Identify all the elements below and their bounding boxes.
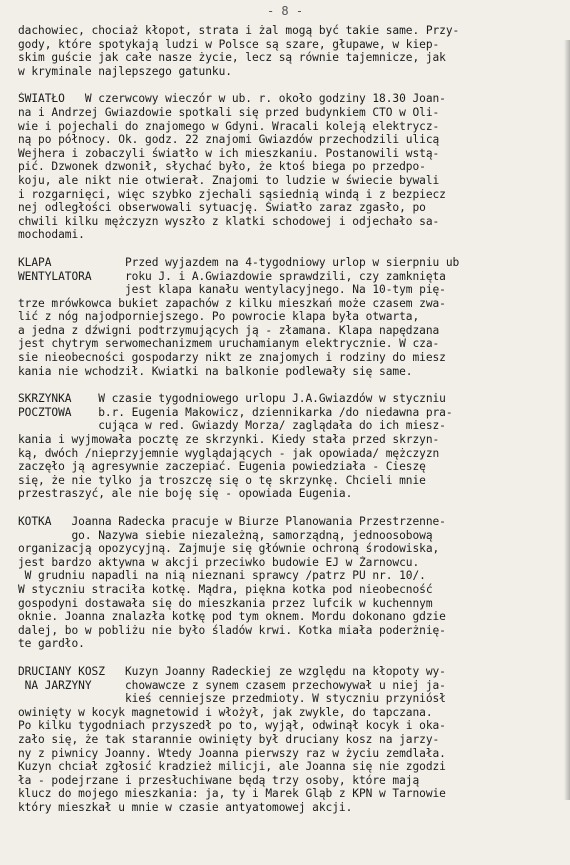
text-line: który mieszkał u mnie w czasie antyatomowej akcji. [18,800,353,814]
section-klapa-wentylatora [18,256,558,378]
text-line: organizacją opozycyjną. Zajmuje się głównie ochroną środowiska, [18,542,440,556]
text-line: kania nie wchodził. Kwiatki na balkonie podlewały się same. [18,364,413,378]
text-line: kania i wyjmowała pocztę ze skrzynki. Kiedy stała przed skrzyn- [18,433,440,447]
text-line: zaczęło ją agresywnie zaczepiać. Eugenia powiedziała - Cieszę [18,460,426,474]
text-line: pić. Dzwonek dzwonił, słychać było, że ktoś biega po przedpo- [18,160,426,174]
text-line: w kryminale najlepszego gatunku. [18,64,232,78]
text-line: WENTYLATORA roku J. i A.Gwiazdowie sprawdzili, czy zamknięta [18,269,446,283]
section-swiatlo [18,92,558,242]
text-line: owinięty w kocyk magnetowid i włożył, jak zwykle, do tapczana. [18,705,433,719]
text-line: NA JARZYNY chowawcze z synem czasem przechowywał u niej ja- [18,678,446,692]
text-line: jest bardzo aktywna w akcji przeciwko budowie EJ w Żarnowcu. [18,555,420,569]
text-line: wie i pojechali do znajomego w Gdyni. Wracali koleją elektrycz- [18,119,440,133]
text-line: zało się, że tak starannie owinięty był druciany kosz na jarzy- [18,732,440,746]
text-line: a jedna z dźwigni podtrzymujących ją - złamana. Klapa napędzana [18,323,440,337]
text-line: ła - podejrzane i przesłuchiwane będą trzy osoby, które mają [18,773,420,787]
text-line: nej odległości obserwowali sytuację. Światło zaraz zgasło, po [18,201,426,215]
text-line: W grudniu napadli na nią nieznani sprawcy /patrz PU nr. 10/. [18,569,426,583]
text-line: mochodami. [18,228,85,242]
intro-paragraph [18,24,558,78]
text-line: kieś cenniejsze przedmioty. W styczniu przyniósł [18,692,446,706]
text-line: ką, dwóch /nieprzyjemnie wyglądających - jak opowiada/ mężczyzn [18,446,440,460]
text-line: KLAPA Przed wyjazdem na 4-tygodniowy urlop w sierpniu ub [18,255,460,269]
text-line: gody, które spotykają ludzi w Polsce są szare, głupawe, w kiep- [18,37,440,51]
text-line: Wejhera i zobaczyli światło w ich mieszkaniu. Postanowili wstą- [18,146,440,160]
section-kotka [18,515,558,651]
text-line: trze mrówkowca bukiet zapachów z kilku mieszkań może czasem zwa- [18,296,446,310]
text-line: skim guście jak całe nasze życie, lecz są równie tajemnicze, jak [18,51,446,65]
text-line: ną po północy. Ok. godz. 22 znajomi Gwiazdów przechodzili ulicą [18,133,440,147]
text-line: te gardło. [18,637,85,651]
text-line: DRUCIANY KOSZ Kuzyn Joanny Radeckiej ze względu na kłopoty wy- [18,664,446,678]
text-line: SKRZYNKA W czasie tygodniowego urlopu J.A.Gwiazdów w styczniu [18,392,446,406]
text-line: oknie. Joanna znalazła kotkę pod tym oknem. Mordu dokonano gdzie [18,610,446,624]
text-line: sie nieobecności gospodarzy nikt ze znajomych i rodziny do miesz [18,351,446,365]
text-line: Po kilku tygodniach przyszedł po to, wyjął, odwinął kocyk i oka- [18,719,446,733]
text-line: gospodyni dostawała się do mieszkania przez lufcik w kuchennym [18,596,433,610]
text-line: lić z nóg najodporniejszego. Po powrocie klapa była otwarta, [18,310,420,324]
text-line: cująca w red. Gwiazdy Morza/ zaglądała do ich miesz- [18,419,446,433]
text-line: przestraszyć, ale nie boję się - opowiada Eugenia. [18,487,353,501]
page-number: - 8 - [266,4,304,18]
text-line: się, że nie tylko ja troszczę się o tę skrzynkę. Chcieli mnie [18,473,426,487]
text-line: Kuzyn chciał zgłosić kradzież milicji, ale Joanna się nie zgodzi [18,760,446,774]
text-line: ŚWIATŁO W czerwcowy wieczór w ub. r. około godziny 18.30 Joan- [18,92,446,106]
page-edge-shadow [564,40,570,800]
text-line: W styczniu straciła kotkę. Mądra, piękna kotka pod nieobecność [18,582,433,596]
text-line: chwili kilku mężczyzn wyszło z klatki schodowej i odjechało sa- [18,214,440,228]
text-line: jest klapa kanału wentylacyjnego. Na 10-tym pię- [18,283,446,297]
text-line: klucz do mojego mieszkania: ja, ty i Marek Gląb z KPN w Tarnowie [18,787,446,801]
text-line: KOTKA Joanna Radecka pracuje w Biurze Planowania Przestrzenne- [18,515,446,528]
section-druciany-kosz [18,665,558,815]
text-line: POCZTOWA b.r. Eugenia Makowicz, dziennikarka /do niedawna pra- [18,405,453,419]
text-line: ny z piwnicy Joanny. Wtedy Joanna pierwszy raz w życiu zemdlała. [18,746,446,760]
text-line: koju, ale nikt nie otwierał. Znajomi to ludzie w świecie bywali [18,173,440,187]
text-line: na i Andrzej Gwiazdowie spotkali się przed budynkiem CTO w Oli- [18,105,440,119]
typewritten-document [18,24,558,814]
text-line: dalej, bo w pobliżu nie było śladów krwi. Kotka miała poderżnię- [18,623,446,637]
section-skrzynka-pocztowa [18,392,558,501]
text-line: jest chytrym serwomechanizmem uruchamianym elektrycznie. W cza- [18,337,440,351]
text-line: go. Nazywa siebie niezależną, samorządną, jednoosobową [18,528,433,542]
text-line: dachowiec, chociaż kłopot, strata i żal mogą być takie same. Przy- [18,24,460,37]
text-line: i rozgarnięci, więc szybko zjechali sąsiednią windą i z bezpiecz [18,187,446,201]
